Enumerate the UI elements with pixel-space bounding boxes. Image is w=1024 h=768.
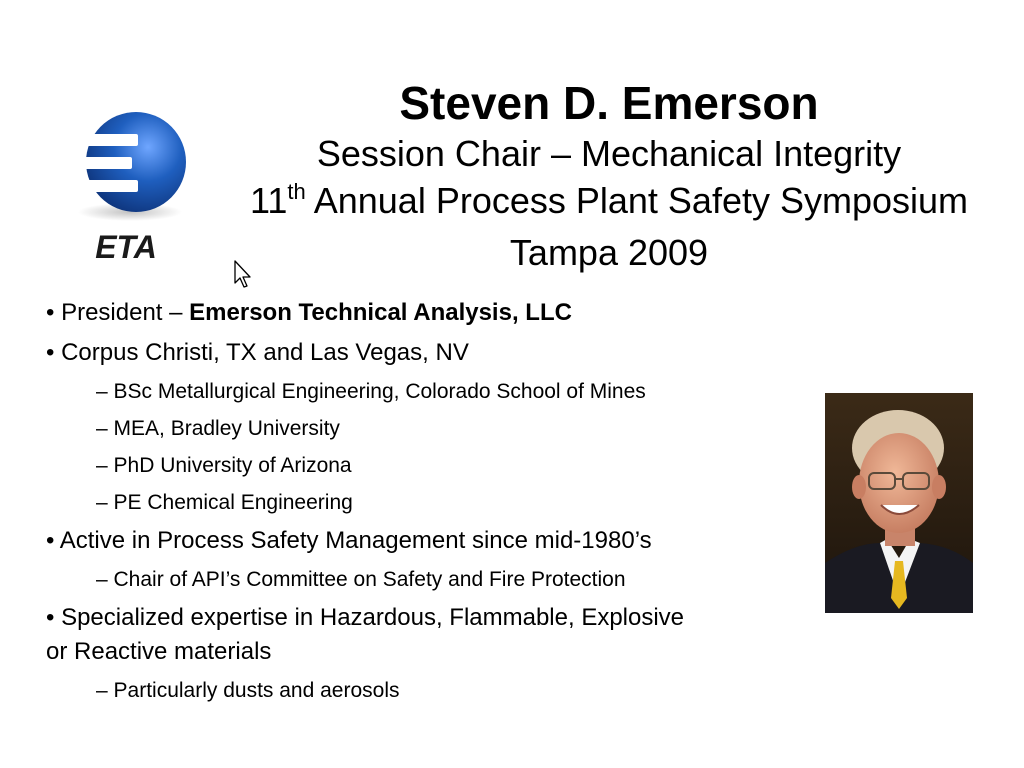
expertise-line-2: or Reactive materials xyxy=(46,638,272,665)
bio-bullets xyxy=(46,296,816,712)
bullet-president xyxy=(46,296,816,330)
eta-logo xyxy=(62,110,192,265)
sub-bullet-education: – MEA, Bradley University xyxy=(96,417,340,440)
bullet-expertise xyxy=(46,601,816,669)
symposium-title: Annual Process Plant Safety Symposium xyxy=(305,180,969,221)
bullet-psm: • Active in Process Safety Management since mid-1980’s xyxy=(46,527,652,554)
eta-globe-logo-icon xyxy=(62,110,192,265)
sub-bullet-education: – BSc Metallurgical Engineering, Colorado School of Mines xyxy=(96,380,646,403)
logo-text: ETA xyxy=(95,229,157,265)
session-chair-line: Session Chair – Mechanical Integrity xyxy=(316,133,902,174)
sub-bullet-expertise: – Particularly dusts and aerosols xyxy=(96,679,400,702)
symposium-ordinal: th xyxy=(287,179,306,204)
bullet-location: • Corpus Christi, TX and Las Vegas, NV xyxy=(46,339,469,366)
speaker-name: Steven D. Emerson xyxy=(399,77,819,129)
slide-header xyxy=(205,76,1013,276)
symposium-line xyxy=(205,177,1013,229)
company-name: Emerson Technical Analysis, LLC xyxy=(189,299,572,326)
location-year-line: Tampa 2009 xyxy=(509,232,709,273)
sub-bullet-psm: – Chair of API’s Committee on Safety and Fire Protection xyxy=(96,568,626,591)
sub-bullet-education: – PE Chemical Engineering xyxy=(96,491,353,514)
portrait-illustration xyxy=(825,393,973,613)
expertise-line-1: • Specialized expertise in Hazardous, Flammable, Explosive xyxy=(46,604,685,631)
symposium-number: 11 xyxy=(249,180,288,221)
sub-bullet-education: – PhD University of Arizona xyxy=(96,454,352,477)
portrait-photo xyxy=(825,393,973,613)
mouse-pointer-icon xyxy=(234,260,254,290)
president-prefix: • President – xyxy=(46,299,190,326)
